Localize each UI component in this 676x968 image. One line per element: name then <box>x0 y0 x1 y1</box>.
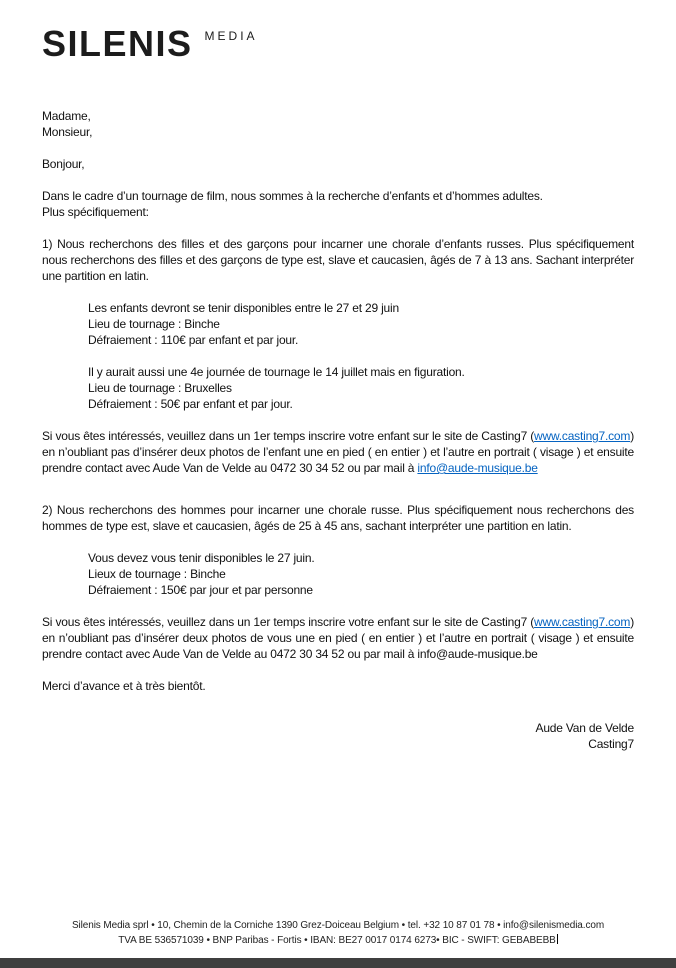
letter-footer <box>0 918 676 948</box>
detail-line: Lieu de tournage : Bruxelles <box>88 381 232 395</box>
intro-block <box>42 188 634 220</box>
intro-line: Dans le cadre d’un tournage de film, nous sommes à la recherche d’enfants et d’hommes adultes. <box>42 189 543 203</box>
logo-wordmark: SILENIS <box>42 23 193 64</box>
email-link[interactable]: info@aude-musique.be <box>417 461 538 475</box>
casting7-link[interactable]: www.casting7.com <box>534 429 631 443</box>
section1-details-a <box>42 300 634 348</box>
detail-line: Défraiement : 50€ par enfant et par jour. <box>88 397 293 411</box>
section1-details-b <box>42 364 634 412</box>
contact-text: Si vous êtes intéressés, veuillez dans un 1er temps inscrire votre enfant sur le site de Casting7 ( <box>42 429 535 443</box>
contact-text: ) en n’oubliant pas d’insérer deux photos de l’enfant une en pied ( en entier ) et l’autre en portrait ( visage ) et ensuite prendre contact avec Aude Van de Velde au 0472 30 34 52 ou par mail à <box>42 429 634 475</box>
detail-line: Lieux de tournage : Binche <box>88 567 226 581</box>
window-bottom-bar <box>0 958 676 968</box>
contact-text: ) en n’oubliant pas d’insérer deux photos de vous une en pied ( en entier ) et l’autre en portrait ( visage ) et ensuite prendre contact avec Aude Van de Velde au 0472 30 34 52 ou par mail à info@aude-musique.be <box>42 615 634 661</box>
section1-paragraph: 1) Nous recherchons des filles et des garçons pour incarner une chorale d’enfants russes. Plus spécifiquement nous recherchons des filles et des garçons de type est, slave et caucasien, âgés de 7 à 13 ans. Sachant interpréter une partition en latin. <box>42 237 634 283</box>
detail-line: Il y aurait aussi une 4e journée de tournage le 14 juillet mais en figuration. <box>88 365 465 379</box>
footer-line1: Silenis Media sprl • 10, Chemin de la Corniche 1390 Grez-Doiceau Belgium • tel. +32 10 87 01 78 • info@silenismedia.com <box>71 920 605 931</box>
casting7-link[interactable]: www.casting7.com <box>534 615 631 629</box>
signature-name: Aude Van de Velde <box>535 721 634 735</box>
greeting-block <box>42 156 634 172</box>
section2-paragraph: 2) Nous recherchons des hommes pour incarner une chorale russe. Plus spécifiquement nous recherchons des hommes de type est, slave et caucasien, âgés de 25 à 45 ans, sachant interpréter une partition en latin. <box>42 503 634 533</box>
section2-contact-paragraph <box>42 614 634 662</box>
salutation-line: Monsieur, <box>42 125 93 139</box>
salutation-line: Madame, <box>42 109 91 123</box>
closing-block <box>42 678 634 694</box>
detail-line: Vous devez vous tenir disponibles le 27 juin. <box>88 551 315 565</box>
section2-details <box>42 550 634 598</box>
signature-role: Casting7 <box>588 737 634 751</box>
salutation-block <box>42 108 634 140</box>
detail-line: Défraiement : 150€ par jour et par personne <box>88 583 313 597</box>
footer-line2: TVA BE 536571039 • BNP Paribas - Fortis • IBAN: BE27 0017 0174 6273• BIC - SWIFT: GEBABEBB <box>118 935 556 946</box>
detail-line: Défraiement : 110€ par enfant et par jour. <box>88 333 299 347</box>
logo-suffix: MEDIA <box>204 29 258 43</box>
detail-line: Les enfants devront se tenir disponibles entre le 27 et 29 juin <box>88 301 399 315</box>
section1-contact-paragraph <box>42 428 634 476</box>
contact-text: Si vous êtes intéressés, veuillez dans un 1er temps inscrire votre enfant sur le site de Casting7 ( <box>42 615 535 629</box>
detail-line: Lieu de tournage : Binche <box>88 317 220 331</box>
signature-block <box>42 720 634 752</box>
closing-line: Merci d’avance et à très bientôt. <box>42 679 206 693</box>
intro-line: Plus spécifiquement: <box>42 205 149 219</box>
greeting-line: Bonjour, <box>42 157 85 171</box>
silenis-media-logo <box>42 23 258 64</box>
text-cursor <box>557 934 558 944</box>
letter-body <box>42 108 634 752</box>
